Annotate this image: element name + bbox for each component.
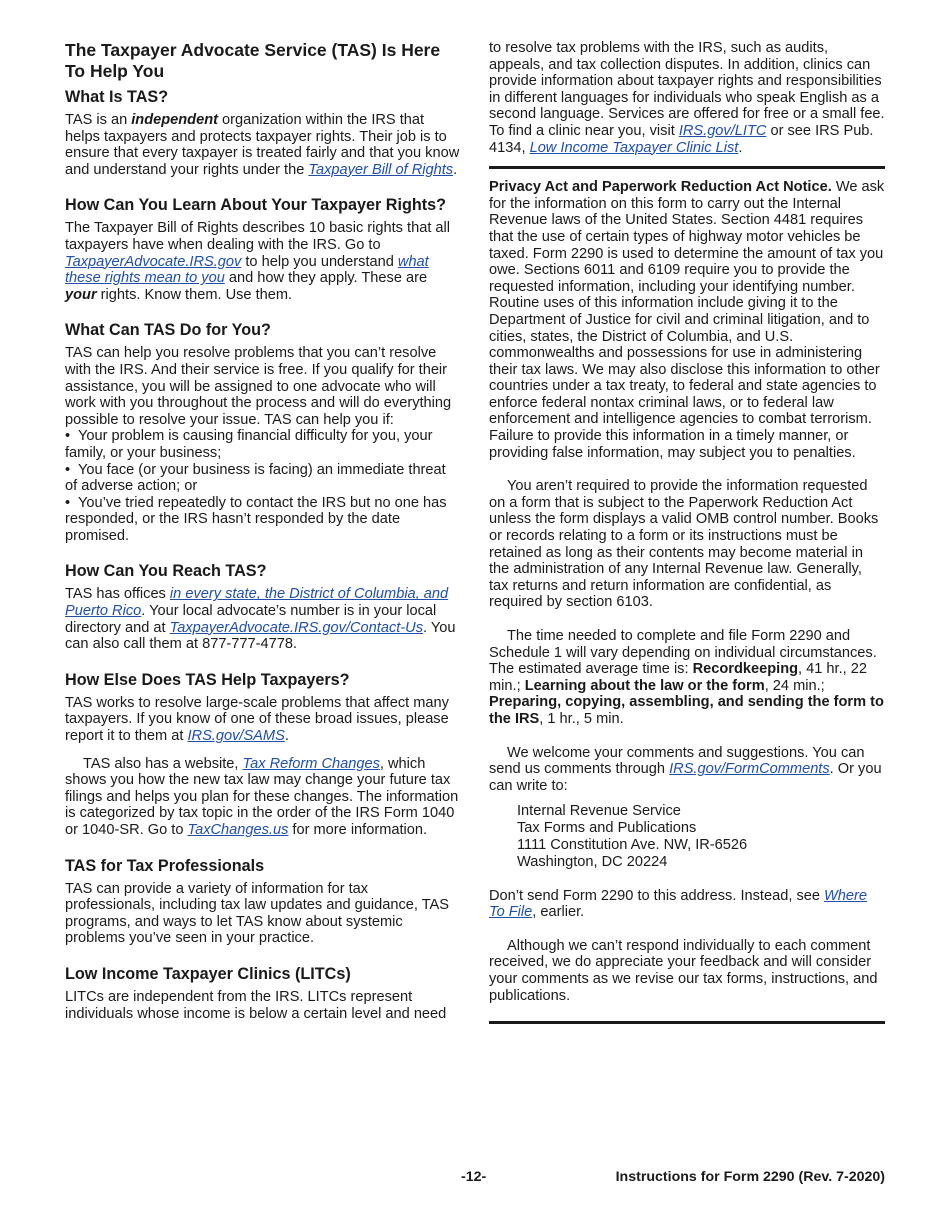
address-line: 1111 Constitution Ave. NW, IR-6526: [517, 836, 748, 853]
else-help-heading: How Else Does TAS Help Taxpayers?: [65, 670, 350, 689]
privacy-paragraph-3: The time needed to complete and file Form 2290 and Schedule 1 will vary depending on individual circumstances. The estimated average time is: Recordkeeping, 41 hr., 22 min.; Learning about the law or the form, 24 min.; Preparing, copying, assembling, and sending the form to the IRS, 1 hr., 5 min.: [489, 628, 884, 727]
mailing-address: [489, 803, 885, 870]
bullet-icon: •: [65, 428, 78, 445]
form-comments-link[interactable]: IRS.gov/FormComments: [669, 761, 830, 778]
litc-link[interactable]: IRS.gov/LITC: [678, 122, 767, 139]
privacy-paragraph-5: Don’t send Form 2290 to this address. Instead, see Where To File, earlier.: [489, 887, 868, 921]
page-number: -12-: [461, 1169, 487, 1185]
what-is-tas-paragraph: TAS is an independent organization within the IRS that helps taxpayers and protects taxpayer rights. Their job is to ensure that every taxpayer is treated fairly and that you know and understand your rights under the Taxpayer Bill of Rights.: [65, 112, 460, 178]
independent-emphasis: independent: [131, 112, 218, 128]
right-column: [489, 40, 885, 1034]
where-to-file-link[interactable]: Where To File: [489, 887, 868, 921]
your-emphasis: your: [65, 286, 97, 303]
reach-tas-paragraph: TAS has offices in every state, the District of Columbia, and Puerto Rico. Your local advocate’s number is in your local directory and at TaxpayerAdvocate.IRS.gov/Contact-Us. You can also call them at 877-777-4778.: [65, 586, 456, 653]
form-name: Instructions for Form 2290 (Rev. 7-2020): [615, 1169, 885, 1185]
address-line: Internal Revenue Service: [517, 803, 681, 820]
tax-reform-changes-link[interactable]: Tax Reform Changes: [242, 755, 380, 772]
sams-link[interactable]: IRS.gov/SAMS: [187, 728, 285, 745]
tas-title: The Taxpayer Advocate Service (TAS) Is Here To Help You: [65, 40, 441, 81]
learn-rights-heading: How Can You Learn About Your Taxpayer Rights?: [65, 196, 447, 215]
taxchanges-link[interactable]: TaxChanges.us: [187, 822, 289, 838]
reach-tas-heading: How Can You Reach TAS?: [65, 562, 267, 581]
privacy-paragraph-4: We welcome your comments and suggestions. You can send us comments through IRS.gov/FormComments. Or you can write to:: [489, 744, 882, 794]
section-divider: [489, 166, 885, 169]
litc-heading: Low Income Taxpayer Clinics (LITCs): [65, 964, 351, 983]
left-column: [65, 40, 461, 1022]
offices-link[interactable]: in every state, the District of Columbia, and Puerto Rico: [65, 586, 449, 620]
contact-us-link[interactable]: TaxpayerAdvocate.IRS.gov/Contact-Us: [169, 619, 424, 636]
what-can-tas-do-heading: What Can TAS Do for You?: [65, 321, 271, 340]
tax-pros-paragraph: TAS can provide a variety of information for tax professionals, including tax law updates and guidance, TAS programs, and ways to let TAS know about systemic problems you’ve seen in your practice.: [65, 880, 450, 947]
privacy-paragraph-2: You aren’t required to provide the information requested on a form that is subject to the Paperwork Reduction Act unless the form displays a valid OMB control number. Books or records relating to a form or its instructions must be retained as long as their contents may become material in the administration of any Internal Revenue law. Generally, tax returns and return information are confidential, as required by section 6103.: [489, 478, 879, 611]
rights-meaning-link[interactable]: what these rights mean to you: [65, 253, 429, 287]
taxpayer-bill-of-rights-link[interactable]: Taxpayer Bill of Rights: [308, 161, 454, 178]
taxpayer-advocate-link[interactable]: TaxpayerAdvocate.IRS.gov: [65, 253, 242, 270]
bullet-item: • You face (or your business is facing) an immediate threat of adverse action; or: [65, 461, 446, 495]
tax-pros-heading: TAS for Tax Professionals: [65, 856, 265, 875]
end-divider: [489, 1021, 885, 1024]
address-line: Tax Forms and Publications: [517, 820, 697, 837]
else-help-paragraph-2: TAS also has a website, Tax Reform Changes, which shows you how the new tax law may change your future tax filings and helps you plan for these changes. The information is categorized by tax topic in the order of the IRS Form 1040 or 1040-SR. Go to TaxChanges.us for more information.: [65, 755, 459, 838]
privacy-heading: Privacy Act and Paperwork Reduction Act Notice.: [489, 179, 832, 196]
address-line: Washington, DC 20224: [517, 853, 668, 870]
bullet-icon: •: [65, 494, 78, 511]
privacy-paragraph-1: Privacy Act and Paperwork Reduction Act Notice. We ask for the information on this form to carry out the Internal Revenue laws of the United States. Section 4481 requires that the use of certain types of highway motor vehicles be taxed. Form 2290 is used to determine the amount of tax you owe. Sections 6011 and 6109 require you to provide the requested information, including your identifying number. Routine uses of this information include giving it to the Department of Justice for civil and criminal litigation, and to cities, states, the District of Columbia, and U.S. commonwealths and possessions for use in administering their tax laws. We may also disclose this information to other countries under a tax treaty, to federal and state agencies to enforce federal nontax criminal laws, or to federal law enforcement and intelligence agencies to combat terrorism. Failure to provide this information in a timely manner, or providing false information, may subject you to penalties.: [489, 179, 885, 461]
bullet-item: • Your problem is causing financial difficulty for you, your family, or your business;: [65, 428, 433, 461]
litc-continued-paragraph: to resolve tax problems with the IRS, such as audits, appeals, and tax collection disputes. In addition, clinics can provide information about taxpayer rights and responsibilities in different languages for individuals who speak English as a second language. Services are offered for free or a small fee. To find a clinic near you, visit IRS.gov/LITC or see IRS Pub. 4134, Low Income Taxpayer Clinic List.: [489, 40, 885, 156]
learn-rights-paragraph: The Taxpayer Bill of Rights describes 10 basic rights that all taxpayers have when dealing with the IRS. Go to TaxpayerAdvocate.IRS.gov to help you understand what these rights mean to you and how they apply. These are your rights. Know them. Use them.: [65, 220, 451, 303]
privacy-paragraph-6: Although we can’t respond individually to each comment received, we do appreciate your feedback and will consider your comments as we revise our tax forms, instructions, and publications.: [489, 937, 878, 1004]
what-can-tas-do-intro: TAS can help you resolve problems that you can’t resolve with the IRS. And their service is free. If you qualify for their assistance, you will be assigned to one advocate who will work with you throughout the process and will do everything possible to resolve your issue. TAS can help you if:: [65, 345, 452, 428]
else-help-paragraph-1: TAS works to resolve large-scale problems that affect many taxpayers. If you know of one of these broad issues, please report it to them at IRS.gov/SAMS.: [65, 694, 449, 745]
bullet-icon: •: [65, 461, 78, 478]
litc-paragraph: LITCs are independent from the IRS. LITCs represent individuals whose income is below a certain level and need: [65, 988, 447, 1022]
clinic-list-link[interactable]: Low Income Taxpayer Clinic List: [529, 139, 739, 156]
what-is-tas-heading: What Is TAS?: [65, 88, 169, 106]
bullet-item: • You’ve tried repeatedly to contact the IRS but no one has responded, or the IRS hasn’t responded by the date promised.: [65, 494, 447, 544]
